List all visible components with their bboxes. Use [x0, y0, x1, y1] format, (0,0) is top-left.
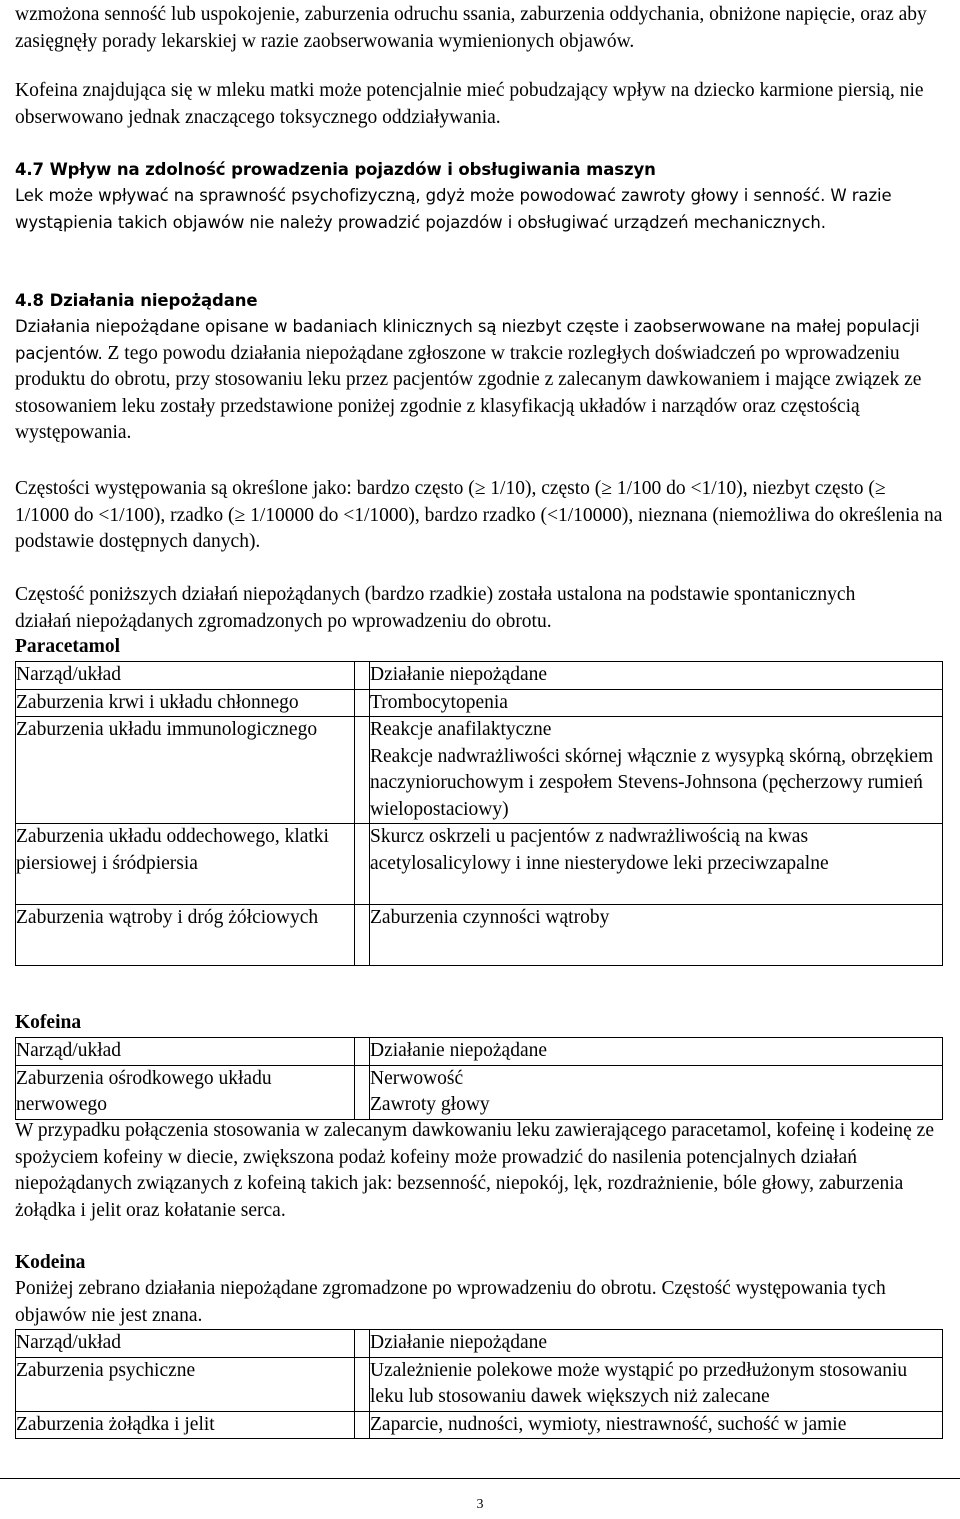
section-4-7-text: Lek może wpływać na sprawność psychofizyczną, gdyż może powodować zawroty głowy i senność. W razie wystąpienia takich objawów nie należy prowadzić pojazdów i obsługiwać urządzeń mechanicznych. [15, 186, 892, 232]
organ-cell: Zaburzenia krwi i układu chłonnego [16, 689, 355, 717]
organ-cell: Zaburzenia wątroby i dróg żółciowych [16, 905, 355, 966]
table-header-row [16, 1038, 943, 1066]
table-row [16, 1065, 943, 1119]
header-organ: Narząd/układ [16, 1330, 355, 1358]
effect-cell: Uzależnienie polekowe może wystąpić po przedłużonym stosowaniu leku lub stosowaniu dawek większych niż zalecane [370, 1357, 943, 1411]
table-row [16, 1411, 943, 1439]
organ-cell: Zaburzenia ośrodkowego układu nerwowego [16, 1065, 355, 1119]
frequency-definitions: Częstości występowania są określone jako: bardzo często (≥ 1/10), często (≥ 1/100 do <1/10), niezbyt często (≥ 1/1000 do <1/100), rzadko (≥ 1/10000 do <1/1000), bardzo rzadko (<1/10000), nieznana (niemożliwa do określenia na podstawie dostępnych danych). [15, 478, 943, 552]
effect-cell: Zaburzenia czynności wątroby [370, 905, 943, 966]
header-effect: Działanie niepożądane [370, 1038, 943, 1066]
kodeina-intro: Poniżej zebrano działania niepożądane zgromadzone po wprowadzeniu do obrotu. Częstość występowania tych objawów nie jest znana. [15, 1278, 886, 1326]
effect-cell: Zaparcie, nudności, wymioty, niestrawność, suchość w jamie [370, 1411, 943, 1439]
footer-divider [0, 1478, 960, 1479]
header-effect: Działanie niepożądane [370, 662, 943, 690]
header-organ: Narząd/układ [16, 1038, 355, 1066]
effect-cell: Skurcz oskrzeli u pacjentów z nadwrażliwością na kwas acetylosalicylowy i inne niesterydowe leki przeciwzapalne [370, 824, 943, 905]
paracetamol-table [15, 661, 943, 966]
section-4-8-text-part2: Z tego powodu działania niepożądane zgłoszone w trakcie rozległych doświadczeń po wprowadzeniu produktu do obrotu, przy stosowaniu leku przez pacjentów zgodnie z zalecanym dawkowaniem i mające związek ze stosowaniem leku zostały przedstawione poniżej zgodnie z klasyfikacją układów i narządów oraz częstością występowania. [15, 342, 922, 443]
paragraph-caffeine-milk: Kofeina znajdująca się w mleku matki może potencjalnie mieć pobudzający wpływ na dziecko karmione piersią, nie obserwowano jednak znaczącego toksycznego oddziaływania. [15, 80, 924, 128]
table-row [16, 1357, 943, 1411]
section-4-8-text [15, 314, 945, 447]
kofeina-table [15, 1037, 943, 1120]
section-4-7-heading: 4.7 Wpływ na zdolność prowadzenia pojazdów i obsługiwania maszyn [15, 160, 656, 179]
header-effect: Działanie niepożądane [370, 1330, 943, 1358]
effect-cell: Reakcje anafilaktyczne Reakcje nadwrażliwości skórnej włącznie z wysypką skórną, obrzękiem naczynioruchowym i zespołem Stevens-Johnsona (pęcherzowy rumień wielopostaciowy) [370, 717, 943, 824]
effect-cell: Trombocytopenia [370, 689, 943, 717]
table-row [16, 905, 943, 966]
table-row [16, 824, 943, 905]
paracetamol-title: Paracetamol [15, 636, 121, 657]
section-4-8-text-part1: Działania niepożądane opisane w badaniach klinicznych są niezbyt częste i zaobserwowane na małej populacji pacjentów. [15, 317, 920, 363]
table-header-row [16, 662, 943, 690]
organ-cell: Zaburzenia układu oddechowego, klatki piersiowej i śródpiersia [16, 824, 355, 905]
effect-cell: Nerwowość Zawroty głowy [370, 1065, 943, 1119]
kodeina-title: Kodeina [15, 1252, 86, 1273]
table-row [16, 689, 943, 717]
paragraph-lactation-symptoms: wzmożona senność lub uspokojenie, zaburzenia odruchu ssania, zaburzenia oddychania, obniżone napięcie, oraz aby zasięgnęły porady lekarskiej w razie zaobserwowania wymienionych objawów. [15, 4, 927, 52]
organ-cell: Zaburzenia żołądka i jelit [16, 1411, 355, 1439]
section-4-8-heading: 4.8 Działania niepożądane [15, 291, 258, 310]
frequency-intro: Częstość poniższych działań niepożądanych (bardzo rzadkie) została ustalona na podstawie spontanicznych działań niepożądanych zgromadzonych po wprowadzeniu do obrotu. [15, 584, 856, 632]
organ-cell: Zaburzenia układu immunologicznego [16, 717, 355, 824]
kodeina-table [15, 1329, 943, 1439]
kofeina-title: Kofeina [15, 1012, 82, 1033]
table-header-row [16, 1330, 943, 1358]
kofeina-note: W przypadku połączenia stosowania w zalecanym dawkowaniu leku zawierającego paracetamol, kofeinę i kodeinę ze spożyciem kofeiny w diecie, zwiększona podaż kofeiny może prowadzić do nasilenia potencjalnych działań niepożądanych związanych z kofeiną takich jak: bezsenność, niepokój, lęk, rozdrażnienie, bóle głowy, zaburzenia żołądka i jelit oraz kołatanie serca. [15, 1120, 934, 1221]
header-organ: Narząd/układ [16, 662, 355, 690]
organ-cell: Zaburzenia psychiczne [16, 1357, 355, 1411]
table-row [16, 717, 943, 824]
page-number: 3 [476, 1497, 484, 1512]
